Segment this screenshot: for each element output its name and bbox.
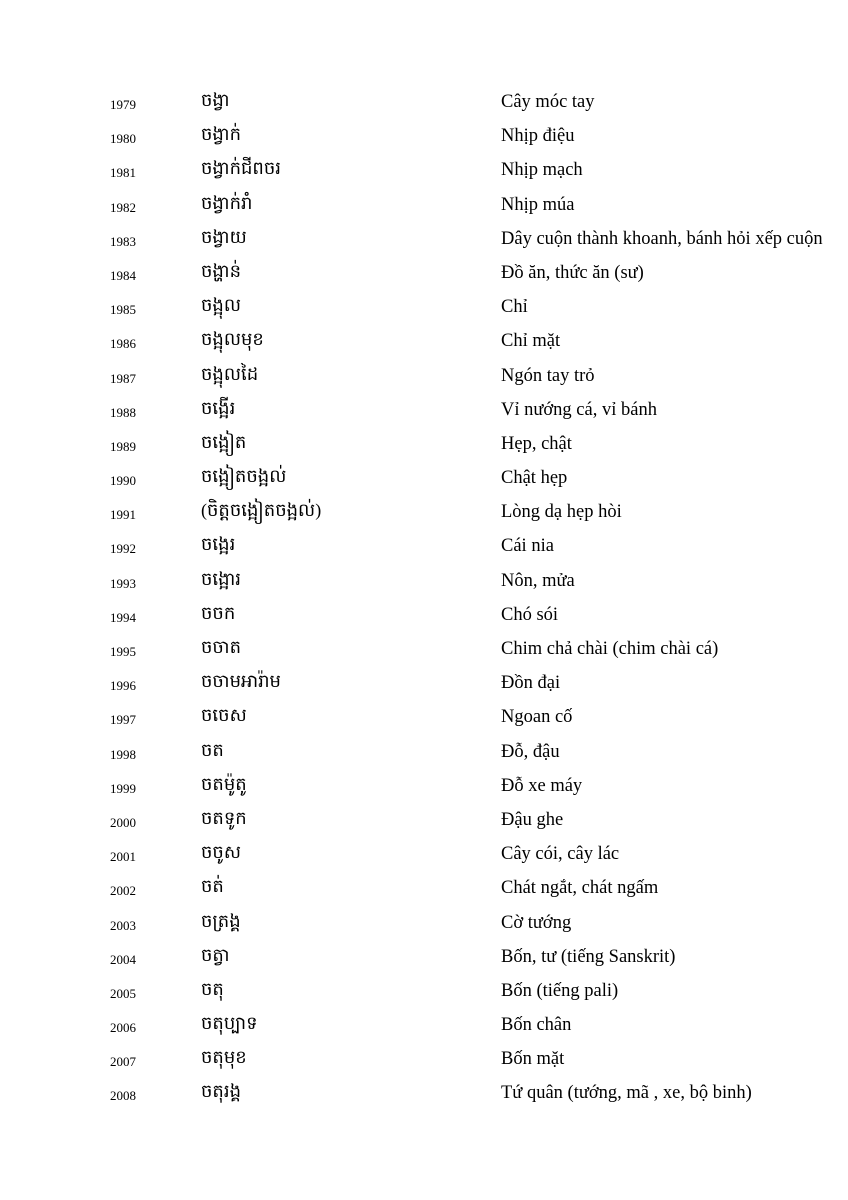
entry-row xyxy=(0,394,848,428)
entry-number: 1989 xyxy=(110,438,136,454)
vietnamese-definition: Vỉ nướng cá, vỉ bánh xyxy=(501,399,657,420)
vietnamese-definition: Nhịp điệu xyxy=(501,126,575,147)
entry-number: 2006 xyxy=(110,1020,136,1036)
entry-number: 1983 xyxy=(110,233,136,249)
entry-row xyxy=(0,770,848,804)
khmer-term: ចង្អៀតចង្អល់ xyxy=(201,466,287,487)
khmer-term: ចចាមអារ៉ាម xyxy=(201,671,281,692)
entry-row xyxy=(0,462,848,496)
entry-number: 2004 xyxy=(110,951,136,967)
entry-number: 1993 xyxy=(110,575,136,591)
vietnamese-definition: Chỉ mặt xyxy=(501,331,561,352)
khmer-term: ចចាត xyxy=(201,637,241,657)
vietnamese-definition: Nhịp múa xyxy=(501,194,575,215)
entry-number: 1991 xyxy=(110,507,136,523)
khmer-term: ចង្អុលដៃ xyxy=(201,363,259,384)
vietnamese-definition: Hẹp, chật xyxy=(501,433,572,454)
khmer-term: ចង្វា xyxy=(201,90,230,110)
vietnamese-definition: Chim chả chài (chim chài cá) xyxy=(501,639,719,659)
vietnamese-definition: Bốn, tư (tiếng Sanskrit) xyxy=(501,946,676,967)
vietnamese-definition: Cây cói, cây lác xyxy=(501,844,620,865)
entry-row xyxy=(0,154,848,188)
vietnamese-definition: Cây móc tay xyxy=(501,92,595,112)
vietnamese-definition: Chật hẹp xyxy=(501,468,568,489)
entry-row xyxy=(0,1009,848,1043)
entry-number: 2003 xyxy=(110,917,136,933)
khmer-term: (ចិត្តចង្អៀតចង្អល់) xyxy=(201,500,322,521)
khmer-term: ចង្វាក់ជីពចរ xyxy=(201,158,281,179)
khmer-term: ចត xyxy=(201,739,224,760)
entry-number: 1986 xyxy=(110,336,136,352)
entry-number: 2005 xyxy=(110,985,136,1001)
entry-row xyxy=(0,736,848,770)
vietnamese-definition: Ngón tay trỏ xyxy=(501,365,595,386)
entry-row xyxy=(0,496,848,530)
entry-row xyxy=(0,86,848,120)
khmer-term: ចតទូក xyxy=(201,807,247,828)
khmer-term: ចតុប្បាទ xyxy=(201,1013,258,1034)
entry-row xyxy=(0,701,848,735)
vietnamese-definition: Nhịp mạch xyxy=(501,160,583,181)
entry-list xyxy=(0,86,848,1112)
entry-row xyxy=(0,907,848,941)
vietnamese-definition: Đỗ, đậu xyxy=(501,741,560,762)
vietnamese-definition: Bốn (tiếng pali) xyxy=(501,980,619,1001)
entry-row xyxy=(0,223,848,257)
entry-number: 1995 xyxy=(110,644,136,659)
entry-number: 1988 xyxy=(110,404,136,420)
entry-row xyxy=(0,428,848,462)
entry-row xyxy=(0,565,848,599)
khmer-term: ចតុមុខ xyxy=(201,1047,247,1068)
entry-number: 2007 xyxy=(110,1054,136,1070)
khmer-term: ចត្វា xyxy=(201,944,230,965)
entry-row xyxy=(0,599,848,633)
entry-number: 1994 xyxy=(110,609,136,625)
vietnamese-definition: Chát ngắt, chát ngấm xyxy=(501,878,659,899)
entry-number: 1979 xyxy=(110,97,136,112)
entry-number: 1990 xyxy=(110,473,136,489)
entry-number: 1996 xyxy=(110,678,136,694)
khmer-term: ចង្វាក់រាំ xyxy=(201,192,253,213)
entry-number: 1998 xyxy=(110,746,136,762)
entry-row xyxy=(0,872,848,906)
entry-row xyxy=(0,291,848,325)
entry-number: 2001 xyxy=(110,849,136,865)
entry-row xyxy=(0,257,848,291)
entry-number: 1984 xyxy=(110,267,136,283)
khmer-term: ចង្វាក់ xyxy=(201,124,241,145)
entry-row xyxy=(0,1077,848,1111)
vietnamese-definition: Bốn chân xyxy=(501,1015,572,1036)
entry-number: 1985 xyxy=(110,302,136,318)
entry-number: 2002 xyxy=(110,883,136,899)
khmer-term: ចង្អោរ xyxy=(201,568,241,589)
vietnamese-definition: Đỗ xe máy xyxy=(501,775,583,796)
entry-row xyxy=(0,325,848,359)
entry-row xyxy=(0,189,848,223)
khmer-term: ចង្វាយ xyxy=(201,226,247,247)
khmer-term: ចចេស xyxy=(201,705,247,726)
vietnamese-definition: Lòng dạ hẹp hòi xyxy=(501,502,622,523)
entry-row xyxy=(0,360,848,394)
vietnamese-definition: Đồ ăn, thức ăn (sư) xyxy=(501,262,644,283)
entry-number: 1987 xyxy=(110,370,136,386)
khmer-term: ចង្អុល xyxy=(201,295,241,316)
khmer-term: ចង្អុលមុខ xyxy=(201,329,264,350)
khmer-term: ចតុ xyxy=(201,978,224,999)
vietnamese-definition: Ngoan cố xyxy=(501,707,573,728)
khmer-term: ចតម៉ូតូ xyxy=(201,773,247,794)
entry-number: 2000 xyxy=(110,814,136,830)
entry-number: 1980 xyxy=(110,131,136,147)
vietnamese-definition: Chó sói xyxy=(501,604,559,625)
khmer-term: ចចូស xyxy=(201,842,241,863)
khmer-term: ចង្អៀត xyxy=(201,431,247,452)
khmer-term: ចង្ហាន់ xyxy=(201,260,241,281)
khmer-term: ចចក xyxy=(201,602,236,623)
vietnamese-definition: Tứ quân (tướng, mã , xe, bộ binh) xyxy=(501,1083,752,1104)
entry-row xyxy=(0,530,848,564)
entry-number: 1997 xyxy=(110,712,136,728)
khmer-term: ចត់ xyxy=(201,876,224,897)
entry-number: 1981 xyxy=(110,165,136,181)
entry-row xyxy=(0,838,848,872)
khmer-term: ចង្អេរ xyxy=(201,534,236,555)
vietnamese-definition: Chỉ xyxy=(501,297,528,318)
entry-row xyxy=(0,633,848,667)
vietnamese-definition: Cờ tướng xyxy=(501,912,572,933)
entry-row xyxy=(0,975,848,1009)
entry-row xyxy=(0,120,848,154)
entry-number: 2008 xyxy=(110,1088,136,1104)
vietnamese-definition: Bốn mặt xyxy=(501,1049,565,1070)
entry-number: 1992 xyxy=(110,541,136,557)
vietnamese-definition: Cái nia xyxy=(501,536,554,557)
khmer-term: ចង្អើរ xyxy=(201,397,236,418)
entry-number: 1982 xyxy=(110,199,136,215)
entry-row xyxy=(0,667,848,701)
entry-row xyxy=(0,804,848,838)
vietnamese-definition: Dây cuộn thành khoanh, bánh hỏi xếp cuộn xyxy=(501,228,823,249)
entry-row xyxy=(0,941,848,975)
khmer-term: ចតុរង្គ xyxy=(201,1081,241,1102)
vietnamese-definition: Nôn, mửa xyxy=(501,570,575,591)
vietnamese-definition: Đậu ghe xyxy=(501,809,564,830)
entry-row xyxy=(0,1043,848,1077)
entry-number: 1999 xyxy=(110,780,136,796)
vietnamese-definition: Đồn đại xyxy=(501,673,561,694)
khmer-term: ចត្រង្គ xyxy=(201,910,241,931)
